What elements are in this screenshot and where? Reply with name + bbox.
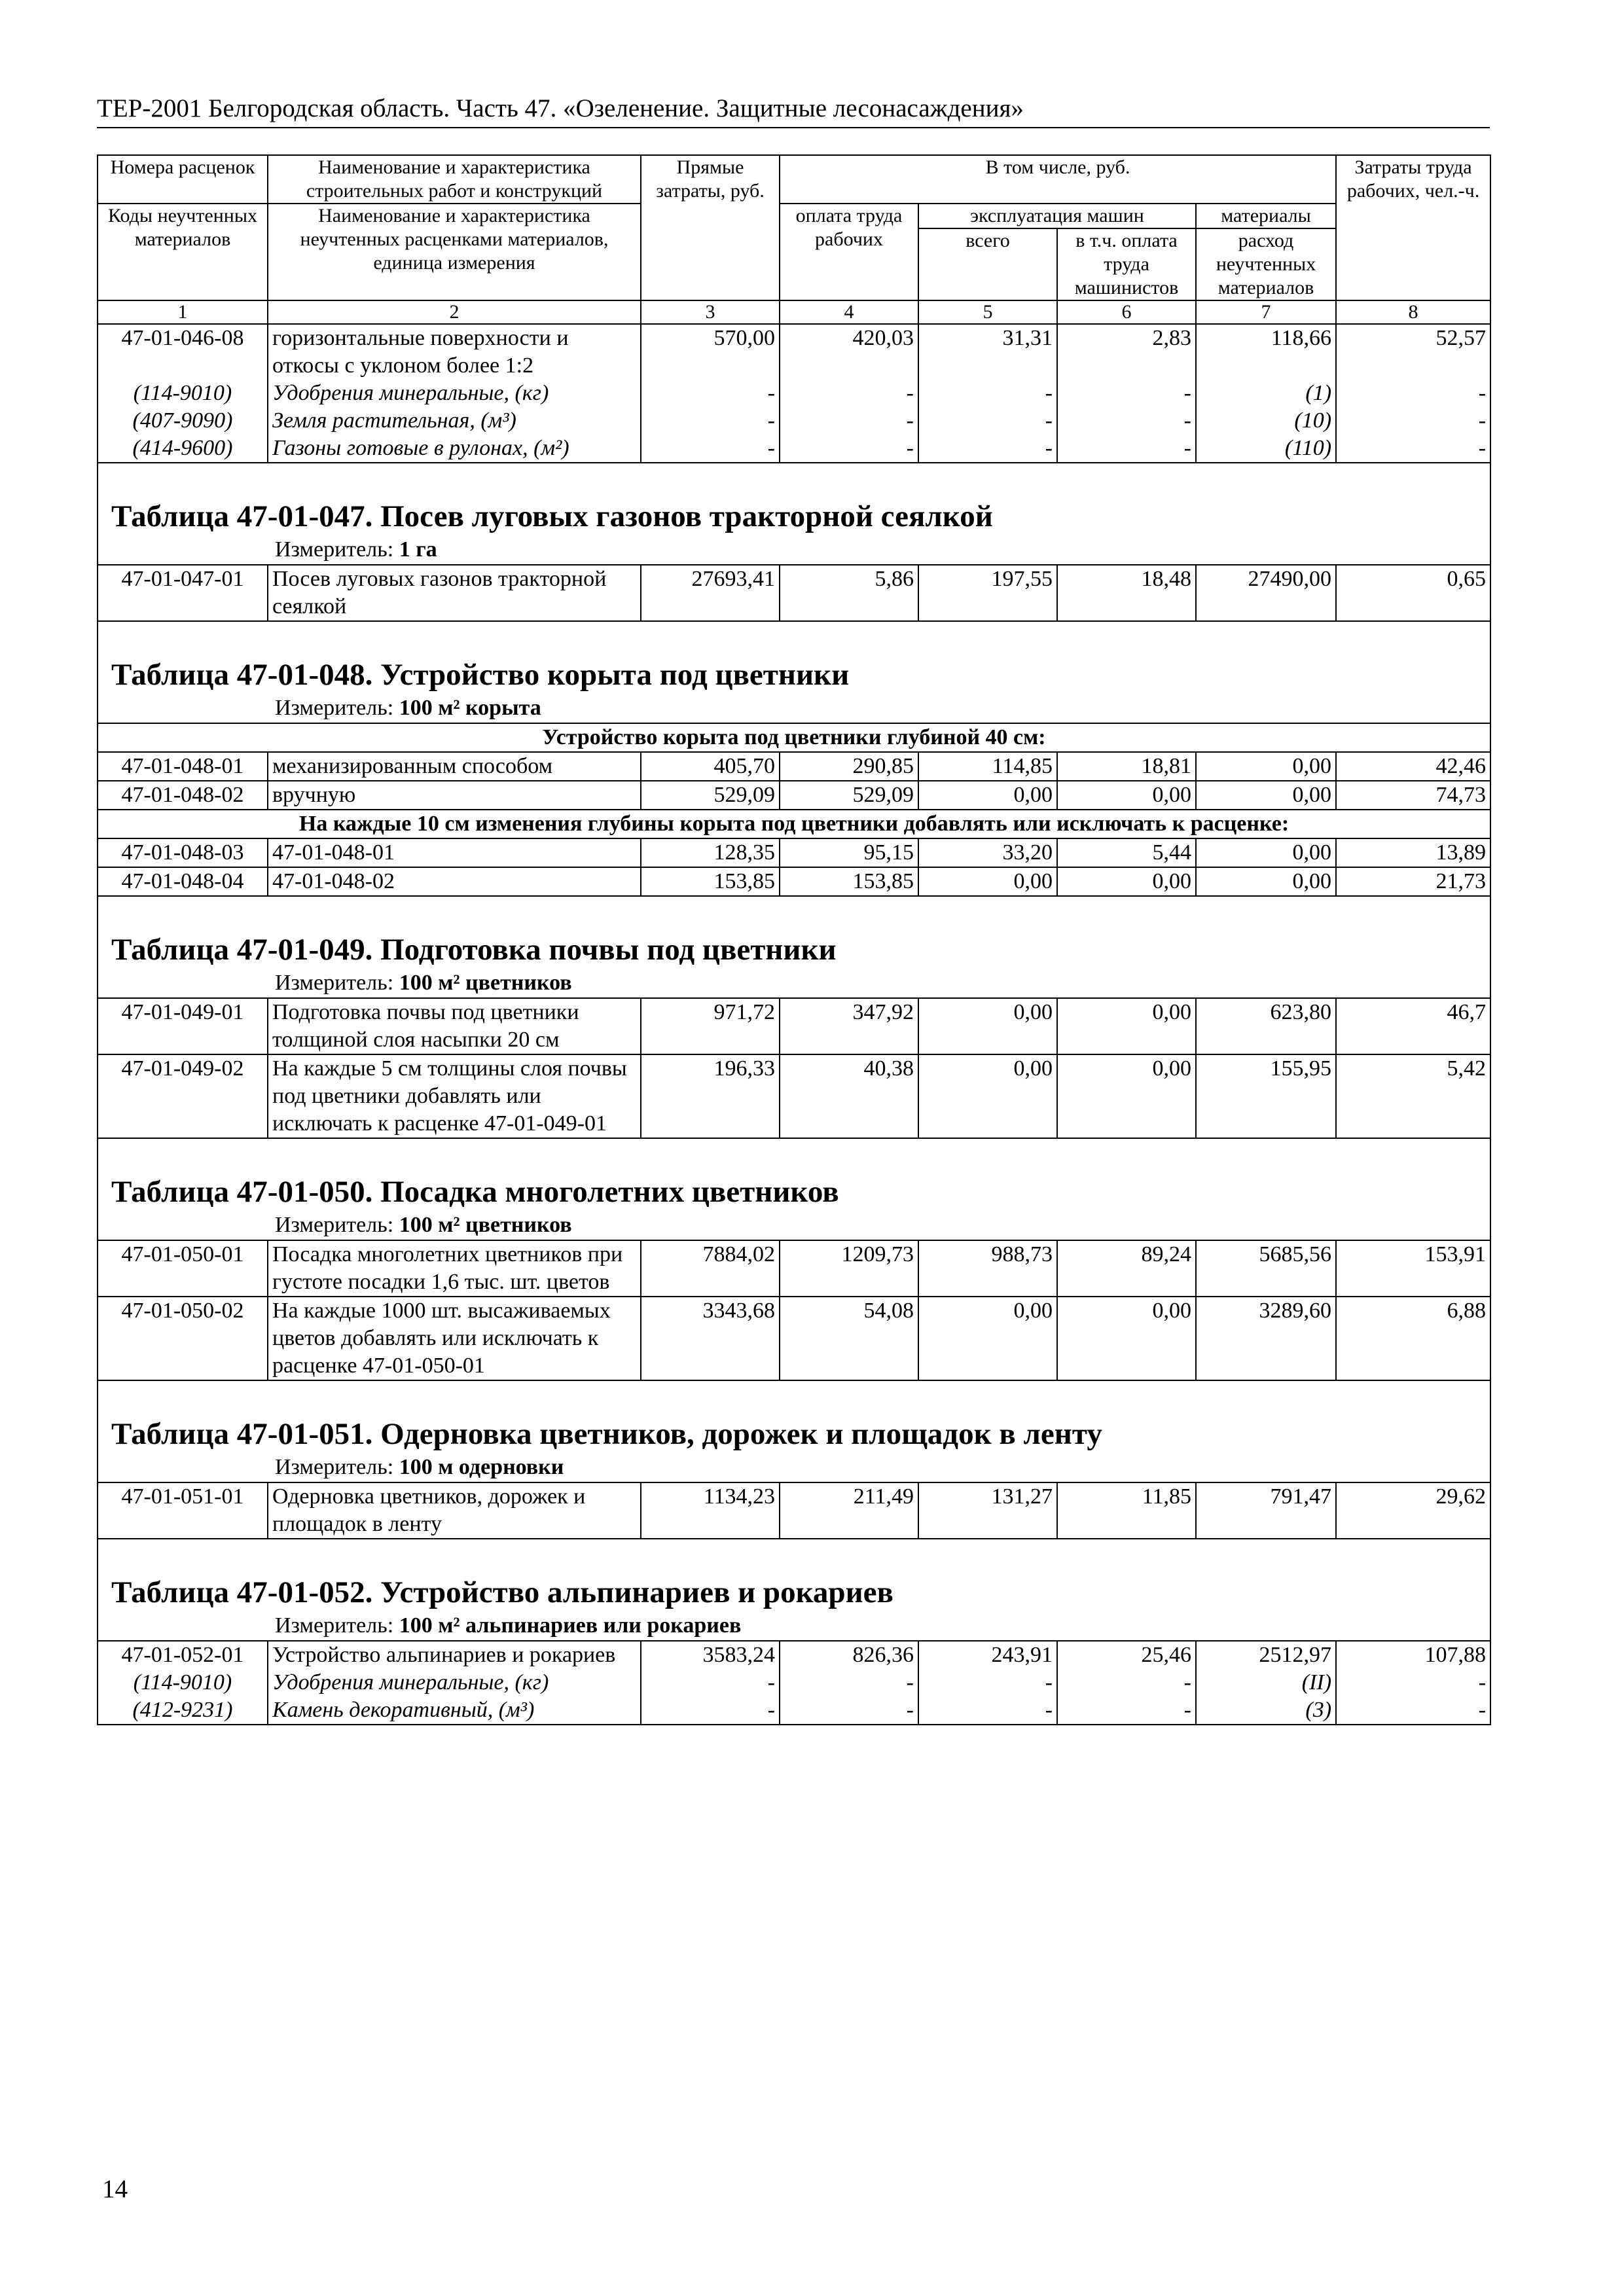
machinist-wages: 0,00 (1057, 867, 1196, 896)
table-046 (98, 324, 1490, 463)
material-name: Земля растительная, (м³) (268, 407, 641, 435)
machinist-wages: 11,85 (1057, 1482, 1196, 1539)
materials: 0,00 (1196, 838, 1336, 867)
machines-total: 0,00 (918, 1054, 1057, 1138)
material-code: (407-9090) (98, 407, 268, 435)
rate-code: 47-01-047-01 (98, 565, 268, 621)
rate-code: 47-01-048-01 (98, 752, 268, 781)
machines-total: 988,73 (918, 1240, 1057, 1297)
direct-cost: 1134,23 (641, 1482, 780, 1539)
table-row (98, 1240, 1490, 1297)
cell: (3) (1196, 1696, 1336, 1725)
cell: - (780, 435, 918, 463)
materials: 623,80 (1196, 998, 1336, 1054)
labor-cost: 6,88 (1336, 1297, 1490, 1380)
measure-value: 100 м² корыта (399, 696, 541, 720)
col-num: 3 (641, 300, 780, 324)
measure-label: Измеритель: (275, 1455, 394, 1479)
cell: - (1057, 1696, 1196, 1725)
cell: - (780, 407, 918, 435)
measure-value: 100 м одерновки (399, 1455, 564, 1479)
rate-code: 47-01-051-01 (98, 1482, 268, 1539)
rate-name: Устройство альпинариев и рокариев (268, 1641, 641, 1669)
col-material-code-header: Коды неучтенных материалов (98, 204, 268, 300)
col-machinist-wages-header: в т.ч. оплата труда машинистов (1057, 228, 1196, 300)
cell: - (1057, 435, 1196, 463)
wages: 40,38 (780, 1054, 918, 1138)
table-row (98, 1297, 1490, 1380)
wages: 529,09 (780, 781, 918, 810)
direct-cost: 570,00 (641, 324, 780, 380)
labor-cost: 42,46 (1336, 752, 1490, 781)
table-row (98, 1482, 1490, 1539)
material-code: (114-9010) (98, 1669, 268, 1696)
table-049 (98, 896, 1490, 1138)
rate-name: вручную (268, 781, 641, 810)
labor-cost: 0,65 (1336, 565, 1490, 621)
labor-cost: 52,57 (1336, 324, 1490, 380)
materials: 0,00 (1196, 867, 1336, 896)
cell: - (641, 435, 780, 463)
measure-line (98, 969, 1490, 998)
measure-value: 100 м² альпинариев или рокариев (399, 1613, 742, 1638)
col-machines-total-header: всего (918, 228, 1057, 300)
cell: - (918, 380, 1057, 407)
col-num: 6 (1057, 300, 1196, 324)
materials: 27490,00 (1196, 565, 1336, 621)
page-header: ТЕР-2001 Белгородская область. Часть 47. «Озеленение. Защитные лесонасаждения» (97, 92, 1490, 128)
table-050 (98, 1138, 1490, 1380)
measure-line (98, 694, 1490, 723)
rate-code: 47-01-052-01 (98, 1641, 268, 1669)
wages: 153,85 (780, 867, 918, 896)
direct-cost: 3583,24 (641, 1641, 780, 1669)
materials: 5685,56 (1196, 1240, 1336, 1297)
material-row (98, 407, 1490, 435)
table-048 (98, 621, 1490, 896)
machines-total: 31,31 (918, 324, 1057, 380)
measure-label: Измеритель: (275, 971, 394, 995)
cell: - (641, 1696, 780, 1725)
machinist-wages: 0,00 (1057, 1297, 1196, 1380)
machinist-wages: 0,00 (1057, 998, 1196, 1054)
rate-name: Подготовка почвы под цветники толщиной слоя насыпки 20 см (268, 998, 641, 1054)
measure-line (98, 1453, 1490, 1482)
direct-cost: 971,72 (641, 998, 780, 1054)
materials: 118,66 (1196, 324, 1336, 380)
table-row (98, 998, 1490, 1054)
measure-value: 1 га (399, 537, 437, 562)
machinist-wages: 0,00 (1057, 1054, 1196, 1138)
machines-total: 0,00 (918, 998, 1057, 1054)
rate-name: Одерновка цветников, дорожек и площадок в ленту (268, 1482, 641, 1539)
col-labor-cost-header: Затраты труда рабочих, чел.-ч. (1336, 155, 1490, 300)
materials: 3289,60 (1196, 1297, 1336, 1380)
table-row (98, 324, 1490, 380)
material-row (98, 380, 1490, 407)
table-row (98, 838, 1490, 867)
labor-cost: 46,7 (1336, 998, 1490, 1054)
cell: (1) (1196, 380, 1336, 407)
cell: - (780, 1696, 918, 1725)
col-num: 1 (98, 300, 268, 324)
material-name: Камень декоративный, (м³) (268, 1696, 641, 1725)
rate-code: 47-01-048-02 (98, 781, 268, 810)
page-number: 14 (102, 2175, 128, 2203)
rate-name: 47-01-048-01 (268, 838, 641, 867)
cell: (II) (1196, 1669, 1336, 1696)
direct-cost: 405,70 (641, 752, 780, 781)
rate-name: На каждые 1000 шт. высаживаемых цветов добавлять или исключать к расценке 47-01-050-01 (268, 1297, 641, 1380)
cell: - (1057, 380, 1196, 407)
table-row (98, 1054, 1490, 1138)
header-row-1 (98, 155, 1490, 204)
table-title: Таблица 47-01-050. Посадка многолетних цветников (98, 1138, 1490, 1211)
measure-label: Измеритель: (275, 537, 394, 562)
rate-code: 47-01-049-02 (98, 1054, 268, 1138)
col-material-usage-header: расход неучтенных материалов (1196, 228, 1336, 300)
measure-line (98, 535, 1490, 565)
direct-cost: 3343,68 (641, 1297, 780, 1380)
materials: 0,00 (1196, 752, 1336, 781)
machines-total: 114,85 (918, 752, 1057, 781)
cell: - (1057, 407, 1196, 435)
labor-cost: 29,62 (1336, 1482, 1490, 1539)
measure-line (98, 1611, 1490, 1641)
material-row (98, 435, 1490, 463)
machinist-wages: 25,46 (1057, 1641, 1196, 1669)
cell: - (1336, 435, 1490, 463)
machinist-wages: 2,83 (1057, 324, 1196, 380)
wages: 420,03 (780, 324, 918, 380)
machines-total: 197,55 (918, 565, 1057, 621)
materials: 791,47 (1196, 1482, 1336, 1539)
header-row-2 (98, 204, 1490, 228)
rate-code: 47-01-046-08 (98, 324, 268, 380)
rate-name: Посадка многолетних цветников при густоте посадки 1,6 тыс. шт. цветов (268, 1240, 641, 1297)
measure-label: Измеритель: (275, 1213, 394, 1237)
rate-name: Посев луговых газонов тракторной сеялкой (268, 565, 641, 621)
material-name: Удобрения минеральные, (кг) (268, 1669, 641, 1696)
machines-total: 0,00 (918, 781, 1057, 810)
wages: 290,85 (780, 752, 918, 781)
col-material-name-header: Наименование и характеристика неучтенных расценками материалов, единица измерения (268, 204, 641, 300)
col-incl-header: В том числе, руб. (780, 155, 1336, 204)
direct-cost: 7884,02 (641, 1240, 780, 1297)
material-name: Удобрения минеральные, (кг) (268, 380, 641, 407)
direct-cost: 153,85 (641, 867, 780, 896)
machinist-wages: 89,24 (1057, 1240, 1196, 1297)
col-num: 7 (1196, 300, 1336, 324)
machinist-wages: 18,81 (1057, 752, 1196, 781)
cell: - (1057, 1669, 1196, 1696)
measure-value: 100 м² цветников (399, 971, 572, 995)
wages: 5,86 (780, 565, 918, 621)
table-title: Таблица 47-01-049. Подготовка почвы под цветники (98, 896, 1490, 969)
col-num: 5 (918, 300, 1057, 324)
cell: - (918, 1696, 1057, 1725)
cell: - (780, 1669, 918, 1696)
wages: 95,15 (780, 838, 918, 867)
table-047 (98, 463, 1490, 621)
cell: - (918, 407, 1057, 435)
table-row (98, 867, 1490, 896)
machines-total: 33,20 (918, 838, 1057, 867)
subsection-heading: На каждые 10 см изменения глубины корыта под цветники добавлять или исключать к расценке: (98, 810, 1490, 838)
wages: 1209,73 (780, 1240, 918, 1297)
cell: - (641, 380, 780, 407)
rate-name: горизонтальные поверхности и откосы с уклоном более 1:2 (268, 324, 641, 380)
col-wages-header: оплата труда рабочих (780, 204, 918, 300)
col-rate-number-header: Номера расценок (98, 155, 268, 204)
table-row (98, 1641, 1490, 1669)
material-row (98, 1669, 1490, 1696)
labor-cost: 74,73 (1336, 781, 1490, 810)
cell: - (1336, 407, 1490, 435)
rate-code: 47-01-048-03 (98, 838, 268, 867)
material-code: (412-9231) (98, 1696, 268, 1725)
wages: 54,08 (780, 1297, 918, 1380)
cell: - (1336, 1669, 1490, 1696)
col-num: 4 (780, 300, 918, 324)
machinist-wages: 18,48 (1057, 565, 1196, 621)
rate-name: На каждые 5 см толщины слоя почвы под цветники добавлять или исключать к расценке 47-01-049-01 (268, 1054, 641, 1138)
measure-label: Измеритель: (275, 1613, 394, 1638)
cell: - (1336, 1696, 1490, 1725)
cell: (110) (1196, 435, 1336, 463)
table-title: Таблица 47-01-051. Одерновка цветников, дорожек и площадок в ленту (98, 1380, 1490, 1453)
direct-cost: 128,35 (641, 838, 780, 867)
direct-cost: 196,33 (641, 1054, 780, 1138)
col-direct-cost-header: Прямые затраты, руб. (641, 155, 780, 300)
table-052 (98, 1539, 1490, 1725)
cell: - (641, 1669, 780, 1696)
materials: 155,95 (1196, 1054, 1336, 1138)
machines-total: 0,00 (918, 867, 1057, 896)
table-row (98, 565, 1490, 621)
labor-cost: 13,89 (1336, 838, 1490, 867)
col-materials-header: материалы (1196, 204, 1336, 228)
machinist-wages: 0,00 (1057, 781, 1196, 810)
material-code: (114-9010) (98, 380, 268, 407)
cell: - (1336, 380, 1490, 407)
material-row (98, 1696, 1490, 1725)
machines-total: 0,00 (918, 1297, 1057, 1380)
direct-cost: 529,09 (641, 781, 780, 810)
cell: - (641, 407, 780, 435)
rate-name: механизированным способом (268, 752, 641, 781)
wages: 211,49 (780, 1482, 918, 1539)
table-title: Таблица 47-01-047. Посев луговых газонов тракторной сеялкой (98, 463, 1490, 535)
table-row (98, 752, 1490, 781)
materials: 0,00 (1196, 781, 1336, 810)
material-code: (414-9600) (98, 435, 268, 463)
rate-code: 47-01-049-01 (98, 998, 268, 1054)
material-name: Газоны готовые в рулонах, (м²) (268, 435, 641, 463)
col-num: 2 (268, 300, 641, 324)
column-numbers-row (98, 300, 1490, 324)
rate-name: 47-01-048-02 (268, 867, 641, 896)
cell: - (780, 380, 918, 407)
measure-label: Измеритель: (275, 696, 394, 720)
table-title: Таблица 47-01-048. Устройство корыта под цветники (98, 621, 1490, 694)
table-051 (98, 1380, 1490, 1539)
labor-cost: 153,91 (1336, 1240, 1490, 1297)
wages: 347,92 (780, 998, 918, 1054)
labor-cost: 107,88 (1336, 1641, 1490, 1669)
wages: 826,36 (780, 1641, 918, 1669)
machines-total: 243,91 (918, 1641, 1057, 1669)
cell: - (918, 435, 1057, 463)
direct-cost: 27693,41 (641, 565, 780, 621)
measure-value: 100 м² цветников (399, 1213, 572, 1237)
table-row (98, 781, 1490, 810)
measure-line (98, 1211, 1490, 1240)
cell: (10) (1196, 407, 1336, 435)
table-title: Таблица 47-01-052. Устройство альпинариев и рокариев (98, 1539, 1490, 1611)
materials: 2512,97 (1196, 1641, 1336, 1669)
rate-code: 47-01-050-02 (98, 1297, 268, 1380)
subsection-heading: Устройство корыта под цветники глубиной 40 см: (98, 723, 1490, 752)
machines-total: 131,27 (918, 1482, 1057, 1539)
rate-code: 47-01-048-04 (98, 867, 268, 896)
col-num: 8 (1336, 300, 1490, 324)
labor-cost: 21,73 (1336, 867, 1490, 896)
col-machines-header: эксплуатация машин (918, 204, 1196, 228)
cell: - (918, 1669, 1057, 1696)
col-work-name-header: Наименование и характеристика строительных работ и конструкций (268, 155, 641, 204)
rates-table (97, 154, 1491, 1725)
rate-code: 47-01-050-01 (98, 1240, 268, 1297)
machinist-wages: 5,44 (1057, 838, 1196, 867)
labor-cost: 5,42 (1336, 1054, 1490, 1138)
